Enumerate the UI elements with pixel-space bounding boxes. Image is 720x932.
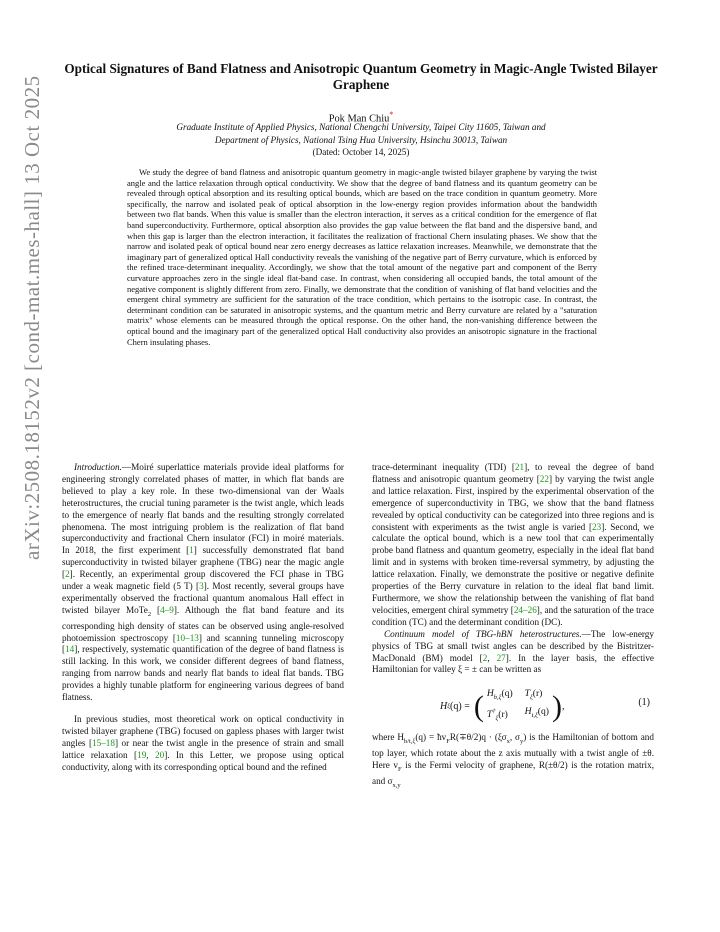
continuum-model-paragraph [372,629,654,677]
eq-subscript: ξ [447,702,451,710]
text-run: ], and the saturation of the trace condition (TC) and the determinant condition (DC). [372,604,654,627]
text-run: —Moiré superlattice materials provide ideal platforms for engineering strongly correlated phases of matter, in which flat bands are believed to play a key role. In these two-dimensional van der Waals heterostructures, the crucial tuning parameter is the twist angle, which leads to the emergence of nearly flat bands and the resulting strongly correlated phenomena. The most intriguing problem is the realization of flat band superconductivity and fractional Chern insulator (FCI) in moiré materials. In 2018, the first experiment [ [62,462,344,556]
citation-link[interactable]: 27 [496,652,506,663]
citation-link[interactable]: 2 [482,652,488,663]
continued-paragraph [372,462,654,629]
arxiv-identifier: arXiv:2508.18152v2 [cond-mat.mes-hall] 13 Oct 2025 [20,75,44,560]
text-run: ]. Second, we calculate the optical bound, which is a new tool that can experimentally probe band flatness and quantum geometry, especially in the ideal flat band limit and in systems with broken time-reversal symmetry, by adjusting the lattice relaxation. Finally, we demonstrate the positive or negative definite properties of the Berry curvature in relation to the ideal flat band limit. Furthermore, we show the relationship between the vanishing of flat band velocities, emergent chiral symmetry [ [372,521,655,615]
subscript: F [397,765,402,773]
text-run: ) is the Hamiltonian of bottom and top layer, which rotate about the z axis mutually with a twist angle of ±θ. Here v [372,732,654,770]
text-run: ]. Although the flat band feature and its corresponding high density of states can be observed using angle-resolved photoemission spectroscopy [ [62,604,344,643]
intro-paragraph [62,462,344,704]
matrix-entry-22: $H_{t,\xi}(q)$ [524,706,549,720]
abstract: We study the degree of band flatness and anisotropic quantum geometry in magic-angle twisted bilayer graphene by varying the twist angle and the lattice relaxation through optical conductivity. We show that the degree of band flatness and its quantum geometry can be revealed through optical absorption and its resulting optical bounds, which are based on the trace condition in quantum geometry. More specifically, the narrow and isolated peak of optical absorption in the low-energy region provides information about the bandwidth between two flat bands. When this value is smaller than the electron interaction, it serves as a critical condition for the emergence of flat band superconductivity. Furthermore, optical absorption also provides the gap value between the flat band and the dispersive band, and when this gap is larger than the electron interaction, it facilitates the realization of fractional Chern insulating phases. We show that the narrow and isolated peak of optical bound near zero energy decreases as lattice relaxation increases. Meanwhile, we demonstrate that the imaginary part of generalized optical Hall conductivity reveals the vanishing of the negative part of Berry curvature, which is enforced by the refined trace-determinant inequality. Accordingly, we show that the total amount of the negative part and component of the Berry curvature approaches zero in the single ideal flat-band case. In contrast, when considering all occupied bands, the total amount of the negative component is slightly different from zero. Finally, we demonstrate that the condition of vanishing of flat band velocities and the emergent chiral symmetry are sufficient for the saturation of the trace condition, which pertains to the isotropic case. In contrast, the determinant condition can be saturated in anisotropic systems, and the quantum metric and Berry curvature are related by a "saturation matrix" whose elements can be measured through the optical response. On the other hand, the non-vanishing difference between the optical bound and the imaginary part of the generalized optical Hall conductivity also provides an anisotropic signature in the fractional Chern insulating phases. [127,167,597,347]
affiliations [60,121,662,146]
hamiltonian-description-paragraph [372,732,654,791]
matrix-entry-11: $H_{b,\xi}(q)$ [486,688,513,702]
text-run: —The low-energy physics of TBG at small twist angles can be described by the Bistritzer-MacDonald (BM) model [ [372,628,654,663]
text-run: where H [372,732,404,743]
text-run: ]. In the layer basis, the effective Hamiltonian for valley ξ = ± can be written as [372,652,655,675]
text-run: ] successfully demonstrated flat band superconductivity in twisted bilayer graphene (TBG) near the magic angle [ [62,545,345,580]
citation-link[interactable]: 23 [592,521,602,532]
left-paren: ( [473,689,484,723]
dated-line: (Dated: October 14, 2025) [312,147,410,157]
matrix-entry-12: $T_\xi(r)$ [524,688,543,702]
text-run: ]. Recently, an experimental group discovered the FCI phase in TBG under a weak magnetic field (5 T) [ [62,569,344,592]
text-run: (q) = ħv [415,732,447,743]
eq-argument: (q) = [450,700,470,712]
text-run: ], to reveal the degree of band flatness and anisotropic quantum geometry [ [372,462,654,484]
citation-link[interactable]: 10–13 [175,632,199,643]
text-run: ] or near the twist angle in the presence of strain and small lattice relaxation [ [62,737,345,760]
equation-number: (1) [638,697,650,709]
paper-title: Optical Signatures of Band Flatness and Anisotropic Quantum Geometry in Magic-Angle Twisted Bilayer Graphene [64,61,658,92]
citation-link[interactable]: 21 [514,462,525,472]
eq-comma: , [561,700,565,712]
eq-symbol: H [440,700,448,712]
text-run: [ [151,604,161,615]
author-name: Pok Man Chiu [328,113,390,125]
previous-studies-paragraph [62,714,344,774]
subscript: y [520,738,524,746]
equation-1 [372,684,654,724]
text-run: ] and scanning tunneling microscopy [ [62,632,344,655]
left-column [62,462,344,773]
citation-link[interactable]: 3 [199,581,204,592]
text-run: In previous studies, most theoretical work on optical conductivity in twisted bilayer graphene (TBG) focused on gapless phases with larger twist angles [ [62,713,344,748]
subscript: b/t,ξ [403,738,416,746]
text-run: ] by varying the twist angle and lattice relaxation. First, inspired by the experimental observation of the emergence of superconductivity in TBG, we show that the band flatness revealed by optical conductivity can be categorized into three regions and is consistent with experiments as the twist angle is varied [ [372,473,654,532]
citation-link[interactable]: 15–18 [92,737,115,748]
text-run: ]. Most recently, several groups have experimentally observed the fractional quantum anomalous Hall effect in twisted bilayer MoTe [62,581,345,615]
text-run: R(∓θ/2)q · (ξσ [449,732,507,743]
text-run: , [146,749,155,760]
citation-link[interactable]: 2 [65,569,70,580]
text-run: , σ [509,732,521,743]
right-column [372,462,654,791]
citation-link[interactable]: 4–9 [160,604,174,615]
citation-link[interactable]: 22 [539,473,549,484]
affiliation-2: Department of Physics, National Tsing Hua University, Hsinchu 30013, Taiwan [214,134,508,145]
subscript: x,y [392,781,401,789]
text-run: trace-determinant inequality (TDI) [ [372,462,515,472]
citation-link[interactable]: 24–26 [513,604,537,615]
author-footnote-mark[interactable]: * [389,110,394,119]
subscript: x [506,738,510,746]
intro-heading: Introduction. [74,462,122,472]
citation-link[interactable]: 14 [65,644,75,655]
hamiltonian-matrix [484,688,552,725]
right-paren: ) [551,689,562,723]
subscript: 2 [147,610,152,618]
equation-body [440,688,564,725]
section-heading: Continuum model of TBG-hBN heterostructures. [384,628,582,639]
citation-link[interactable]: 1 [189,545,194,556]
text-run: is the Fermi velocity of graphene, R(±θ/2) is the rotation matrix, and σ [372,759,654,786]
text-run: ]. In this Letter, we propose using optical conductivity, along with its corresponding optical bound and the refined [62,749,344,772]
text-run: ], respectively, systematic quantification of the degree of band flatness is still lacking. In this work, we consider different degrees of band flatness, ranging from narrow bands and nearly flat bands to ideal flat bands. TBG provides a highly tunable platform for engineering various degrees of band flatness. [62,644,344,703]
affiliation-1: Graduate Institute of Applied Physics, National Chengchi University, Taipei City 11605, Taiwan and [176,122,546,132]
matrix-entry-21: $T^\dagger_\xi(r)$ [486,708,508,723]
citation-link[interactable]: 20 [155,749,165,760]
subscript: F [446,738,450,746]
citation-link[interactable]: 19 [137,749,147,760]
text-run: , [487,652,497,663]
